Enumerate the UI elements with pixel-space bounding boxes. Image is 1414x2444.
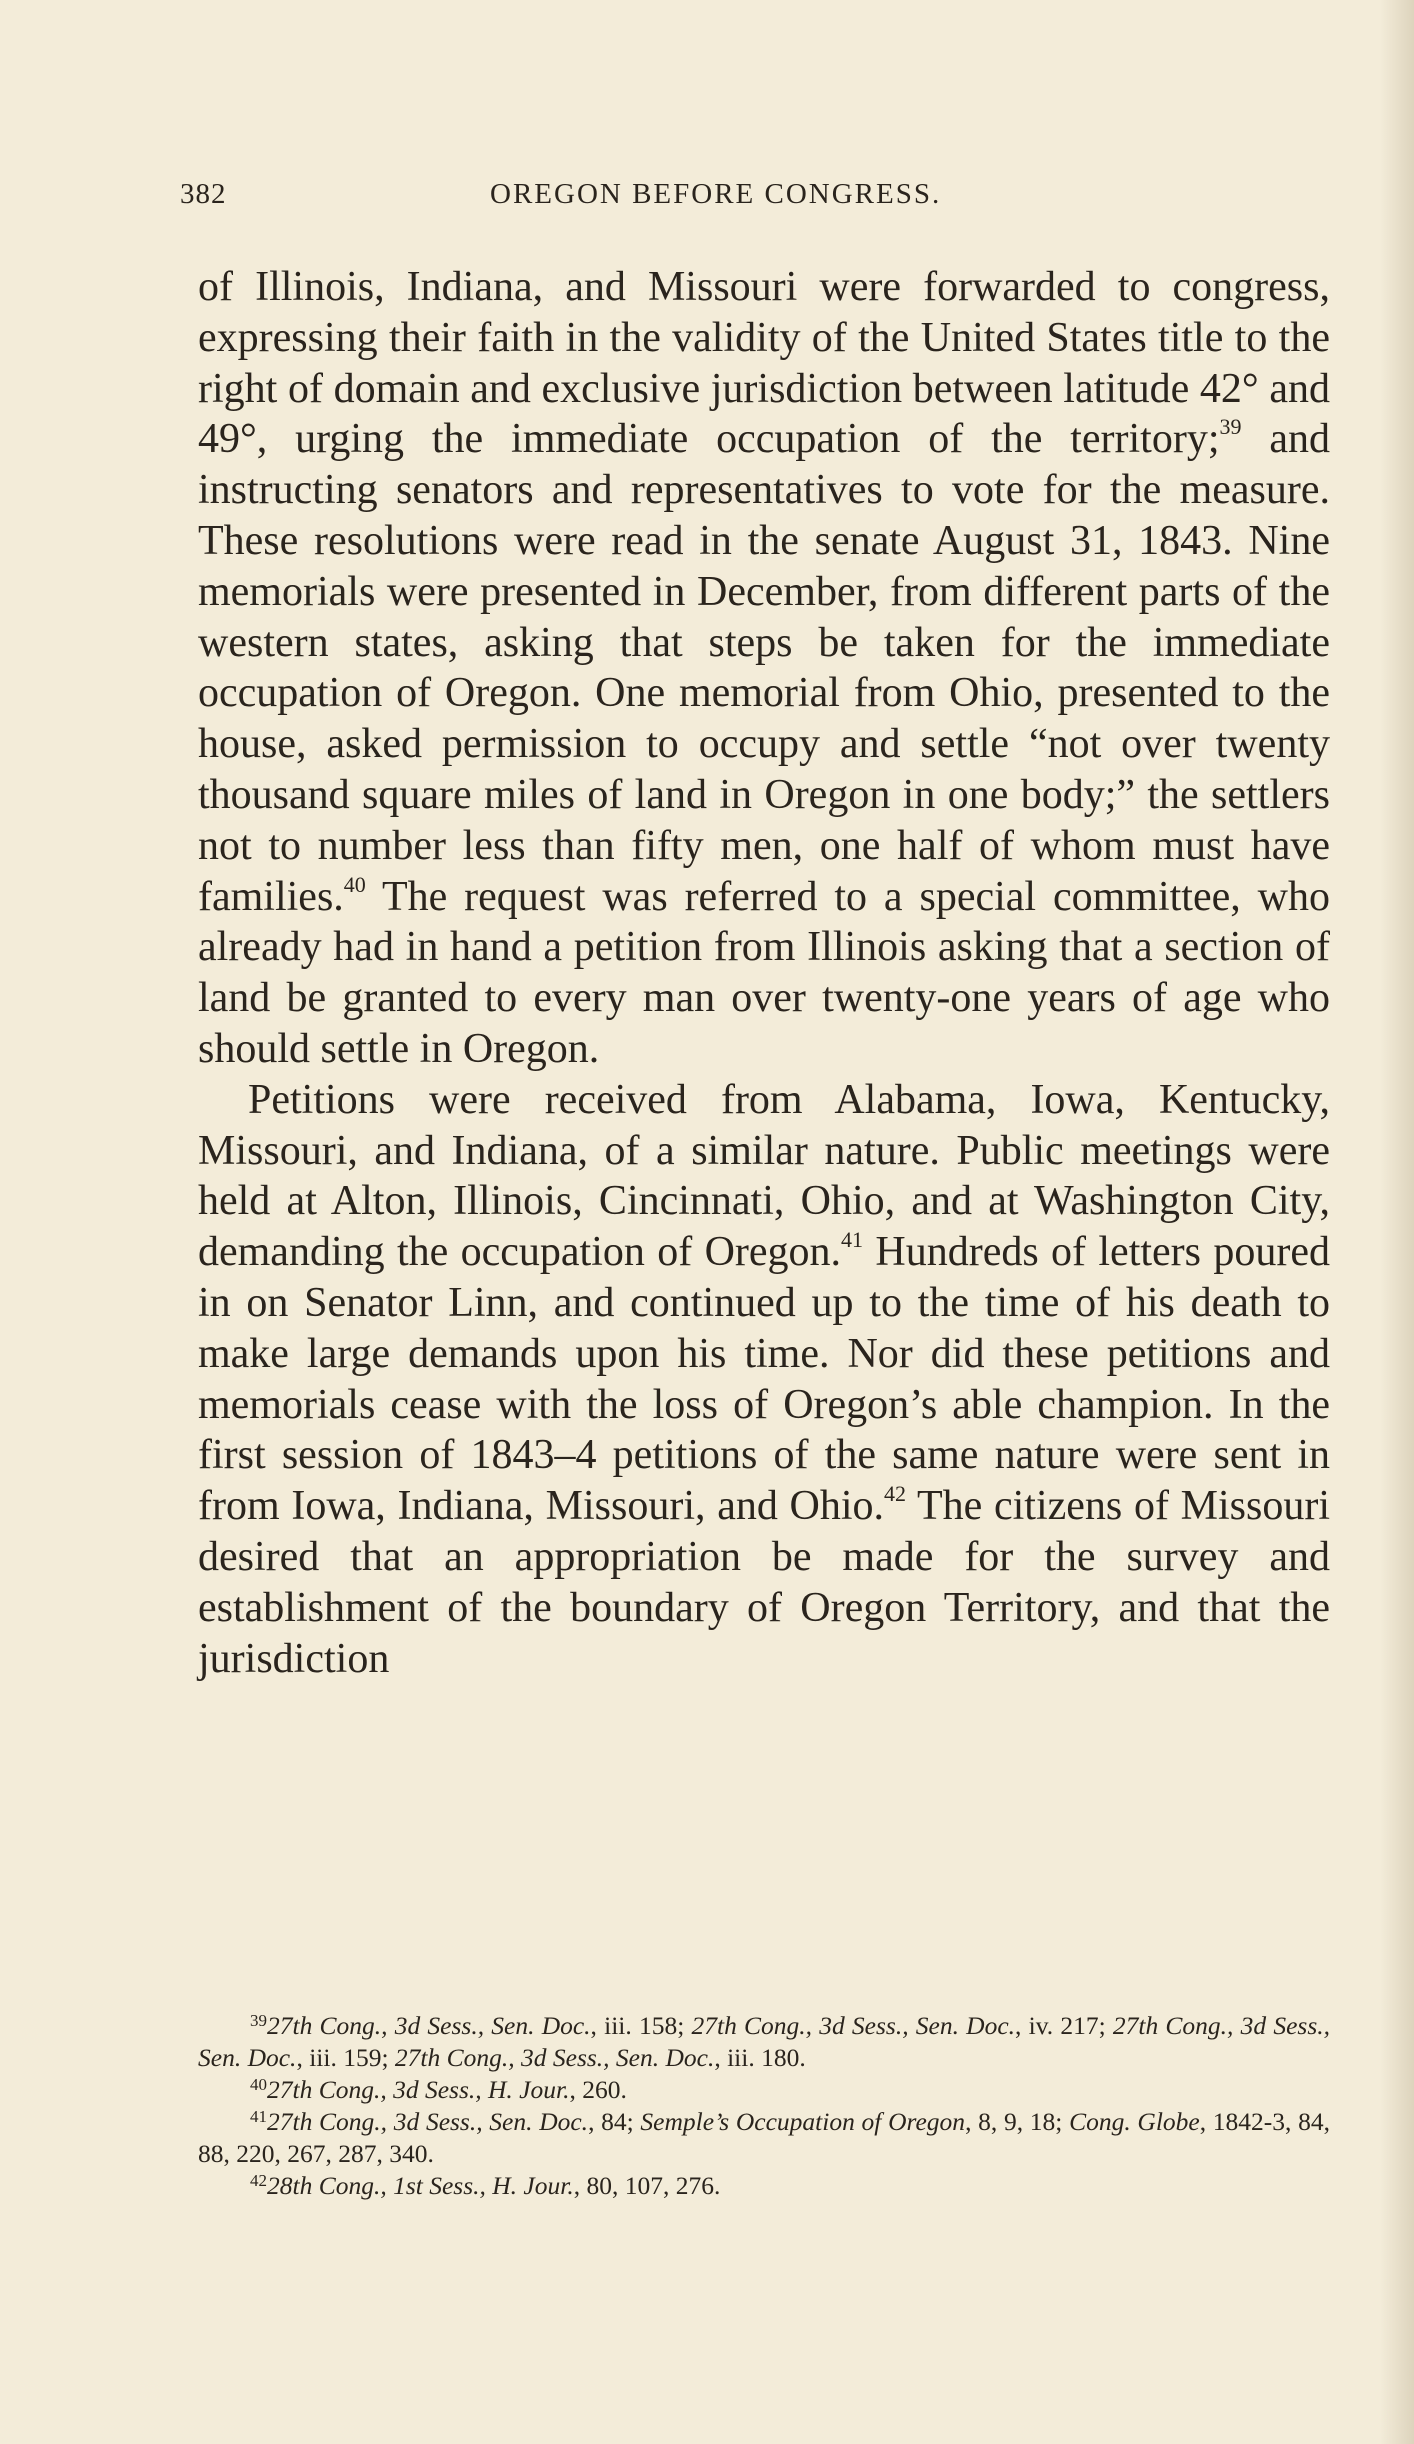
citation-text: , 80, 107, 276.	[573, 2171, 721, 2200]
footnote-number: 41	[250, 2107, 267, 2126]
text-run: and instructing senators and representatives to vote for the measure. These resolutions were read in the senate August 31, 1843. Nine memorials were presented in December, from different parts of the western states, asking that steps be taken for the immediate occupation of Oregon. One memorial from Ohio, presented to the house, asked permission to occupy and settle “not over twenty thousand square miles of land in Oregon in one body;” the settlers not to number less than fifty men, one half of whom must have families.	[198, 416, 1330, 920]
citation-italic: 28th Cong., 1st Sess., H. Jour.	[267, 2171, 574, 2200]
text-run: The request was referred to a special committee, who already had in hand a petition from Illinois asking that a section of land be granted to every man over twenty-one years of age who should settle in Oregon.	[198, 873, 1330, 1072]
text-run: of Illinois, Indiana, and Missouri were forwarded to congress, expressing their faith in the validity of the United States title to the right of domain and exclusive jurisdiction between latitude 42° and 49°, urging the immediate occupation of the territory;	[198, 264, 1330, 463]
citation-italic: 27th Cong., 3d Sess., Sen. Doc.	[394, 2043, 715, 2072]
text-run: The citizens of Missouri desired that an appropriation be made for the survey and establishment of the boundary of Oregon Territory, and that the jurisdiction	[198, 1483, 1330, 1682]
page-number: 382	[180, 178, 227, 210]
footnote-ref-42: 42	[884, 1481, 907, 1507]
citation-text: , 8, 9, 18;	[965, 2107, 1070, 2136]
footnote-41	[198, 2106, 1330, 2170]
citation-italic: 27th Cong., 3d Sess., H. Jour.	[267, 2075, 570, 2104]
citation-text: , iii. 180.	[714, 2043, 806, 2072]
citation-text: , 260.	[569, 2075, 627, 2104]
citation-italic: 27th Cong., 3d Sess., Sen. Doc.	[267, 2011, 591, 2040]
footnote-39	[198, 2010, 1330, 2074]
body-paragraph-1	[198, 262, 1330, 1075]
footnote-40	[198, 2074, 1330, 2106]
citation-italic: 27th Cong., 3d Sess., Sen. Doc.	[198, 2011, 1330, 2072]
citation-text: , 1842-3, 84, 88, 220, 267, 287, 340.	[198, 2107, 1330, 2168]
body-paragraph-2	[198, 1075, 1330, 1685]
text-run: Petitions were received from Alabama, Iowa, Kentucky, Missouri, and Indiana, of a similar nature. Public meetings were held at Alton, Illinois, Cincinnati, Ohio, and at Washington City, demanding the occupation of Oregon.	[198, 1076, 1330, 1276]
footnote-number: 40	[250, 2075, 267, 2094]
citation-text: , 84;	[588, 2107, 641, 2136]
footnote-number: 42	[250, 2171, 267, 2190]
footnote-number: 39	[250, 2011, 267, 2030]
footnote-ref-41: 41	[841, 1227, 864, 1253]
citation-italic: 27th Cong., 3d Sess., Sen. Doc.	[267, 2107, 589, 2136]
citation-text: , iii. 158;	[590, 2011, 692, 2040]
body-text	[198, 262, 1330, 1684]
page-edge-shadow	[1380, 0, 1414, 2444]
citation-text: , iv. 217;	[1015, 2011, 1113, 2040]
citation-italic: 27th Cong., 3d Sess., Sen. Doc.	[691, 2011, 1016, 2040]
citation-italic: Cong. Globe	[1069, 2107, 1200, 2136]
running-header	[180, 178, 1330, 218]
citation-text: , iii. 159;	[296, 2043, 395, 2072]
footnotes	[198, 2010, 1330, 2202]
citation-italic: Semple’s Occupation of Oregon	[640, 2107, 966, 2136]
footnote-42	[198, 2170, 1330, 2202]
footnote-ref-40: 40	[343, 871, 366, 897]
text-run: Hundreds of letters poured in on Senator Linn, and continued up to the time of his death to make large demands upon his time. Nor did these petitions and memorials cease with the loss of Oregon’s able champion. In the first session of 1843–4 petitions of the same nature were sent in from Iowa, Indiana, Missouri, and Ohio.	[198, 1229, 1330, 1530]
running-title: OREGON BEFORE CONGRESS.	[490, 178, 942, 210]
footnote-ref-39: 39	[1219, 414, 1242, 440]
